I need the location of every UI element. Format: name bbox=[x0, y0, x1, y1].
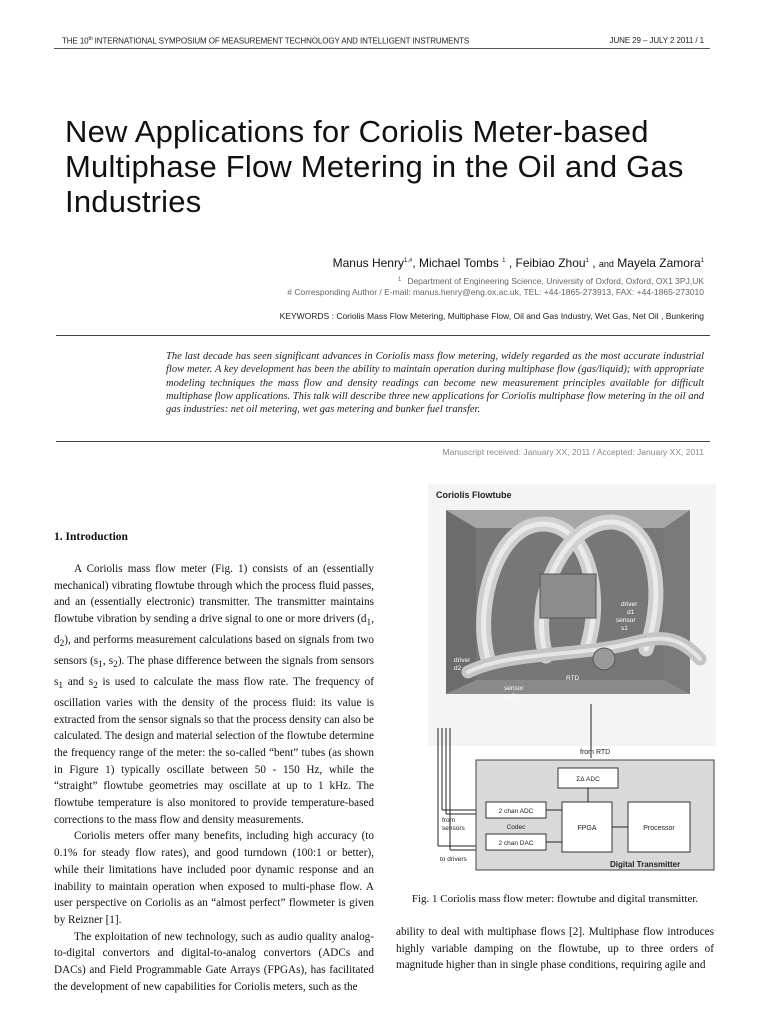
rtd-fitting bbox=[593, 648, 615, 670]
body-left-column bbox=[54, 561, 374, 996]
affiliation-number: 1 bbox=[397, 277, 402, 283]
body-paragraph: A Coriolis mass flow meter (Fig. 1) consists of an (essentially mechanical) vibrating flowtube through which the process fluid passes, and an (essentially electronic) transmitter. The transmitter maintains flowtube vibration by sending a drive signal to one or more drivers ($d_1$, $d_2$), and performs measurement calculations based on signals from two sensors ($s_1$, $s_2$). The phase difference between the signals from sensors $s_1$ and $s_2$ is used to calculate the mass flow rate. The frequency of oscillation varies with the density of the process fluid: its value is extracted from the sensor signals so that the process density can also be calculated. The design and material selection of the flowtube determine the frequency range of the meter: the so-called “bent” tubes (as shown in Figure 1) typically oscillate between 50 - 150 Hz, while the “straight” flowtube geometries may oscillate at up to 1 kHz. The flowtube temperature is also monitored to provide temperature-based corrections to the mass flow and density measurements. bbox=[54, 563, 375, 826]
affiliation bbox=[398, 276, 704, 286]
paper-title: New Applications for Coriolis Meter-based Multiphase Flow Metering in the Oil and Gas Industries bbox=[65, 114, 684, 219]
body-paragraph: ability to deal with multiphase flows [2]. Multiphase flow introduces highly variable damping on the flowtube, up to three orders of magnitude higher than in single phase conditions, requiring agile and bbox=[396, 926, 714, 972]
section-heading: 1. Introduction bbox=[54, 531, 128, 543]
driver-d1-label: driver bbox=[621, 601, 638, 608]
keywords: KEYWORDS : Coriolis Mass Flow Metering, Multiphase Flow, Oil and Gas Industry, Wet Gas, Net Oil , Bunkering bbox=[279, 311, 704, 321]
driver-d2-id: d2 bbox=[454, 665, 462, 672]
corresponding-author: # Corresponding Author / E-mail: manus.henry@eng.ox.ac.uk, TEL: +44-1865-273913, FAX: +44-1865-273010 bbox=[287, 287, 704, 297]
dac-label: 2 chan DAC bbox=[498, 840, 534, 847]
abstract-bottom-rule bbox=[56, 441, 710, 442]
adc-label: 2 chan ADC bbox=[498, 808, 534, 815]
author-name: Mayela Zamora bbox=[617, 256, 701, 270]
manuscript-dates: Manuscript received: January XX, 2011 / Accepted: January XX, 2011 bbox=[442, 447, 704, 457]
rtd-label: RTD bbox=[566, 675, 580, 682]
center-block bbox=[540, 574, 596, 618]
running-header bbox=[62, 36, 704, 48]
coriolis-meter-figure bbox=[428, 484, 716, 874]
processor-label: Processor bbox=[643, 825, 675, 832]
body-paragraph: The exploitation of new technology, such as audio quality analog-to-digital convertors and digital-to-analog convertors (ADCs and DACs) and Field Programmable Gate Arrays (FPGAs), has facilitated the development of new capabilities for Coriolis meters, such as the bbox=[54, 930, 374, 993]
codec-label: Codec bbox=[506, 824, 526, 831]
driver-d1-id: d1 bbox=[627, 609, 635, 616]
driver-d2-label: driver bbox=[454, 657, 471, 664]
author-affiliation-mark: 1 bbox=[585, 258, 589, 264]
figure-caption: Fig. 1 Coriolis mass flow meter: flowtube and digital transmitter. bbox=[411, 893, 699, 905]
sensor-s1-label: sensor bbox=[616, 617, 636, 624]
date-and-page-number: JUNE 29 – JULY 2 2011 / 1 bbox=[609, 36, 704, 45]
body-right-column bbox=[396, 924, 714, 974]
sensor-s2-label: sensor bbox=[504, 685, 524, 692]
sensor-s2-id: s2 bbox=[508, 693, 515, 700]
header-rule bbox=[54, 48, 710, 49]
abstract-top-rule bbox=[56, 335, 710, 336]
author-list: Manus Henry$^{1,\#}$, Michael Tombs $^1$ , Feibiao Zhou$^1$ , and Mayela Zamora$^1$ bbox=[332, 256, 704, 270]
author-affiliation-mark: 1,# bbox=[403, 258, 413, 264]
author-affiliation-mark: 1 bbox=[700, 258, 704, 264]
author-name: Manus Henry bbox=[332, 256, 404, 270]
from-rtd-label: from RTD bbox=[580, 749, 611, 756]
author-affiliation-mark: 1 bbox=[502, 258, 506, 264]
from-sensors-label-1: from bbox=[442, 817, 455, 824]
fpga-label: FPGA bbox=[577, 825, 597, 832]
author-name: Michael Tombs bbox=[418, 256, 499, 270]
flowtube-title: Coriolis Flowtube bbox=[436, 490, 512, 500]
abstract: The last decade has seen significant advances in Coriolis mass flow metering, widely regarded as the most accurate industrial flow meter. A key development has been the ability to maintain operation during multiphase flow (gas/liquid); with appropriate modeling techniques the mass flow and density readings can become new measurement principles available for difficult multiphase flow applications. This talk will describe three new applications for Coriolis multiphase flow metering in the oil and gas industries: net oil metering, wet gas metering and bunker fuel transfer. bbox=[166, 351, 704, 416]
digital-transmitter-label: Digital Transmitter bbox=[610, 860, 681, 869]
from-sensors-label-2: sensors bbox=[442, 825, 465, 832]
sensor-s1-id: s1 bbox=[621, 625, 628, 632]
affiliation-text: Department of Engineering Science, University of Oxford, Oxford, OX1 3PJ,UK bbox=[407, 276, 704, 286]
sigma-delta-adc-label: ΣΔ ADC bbox=[576, 776, 600, 783]
conference-name: THE 10th INTERNATIONAL SYMPOSIUM OF MEASUREMENT TECHNOLOGY AND INTELLIGENT INSTRUMENTS bbox=[62, 36, 470, 46]
author-name: Feibiao Zhou bbox=[515, 256, 586, 270]
author-conjunction: and bbox=[598, 259, 614, 269]
to-drivers-label: to drivers bbox=[440, 856, 467, 863]
body-paragraph: Coriolis meters offer many benefits, including high accuracy (to 0.1% for steady flow rates), and good turndown (100:1 or better), while their limitations have included poor dynamic response and an inability to maintain operation when exposed to multi-phase flow. A user perspective on Coriolis as an “almost perfect” flowmeter is given by Reizner [1]. bbox=[54, 830, 374, 926]
